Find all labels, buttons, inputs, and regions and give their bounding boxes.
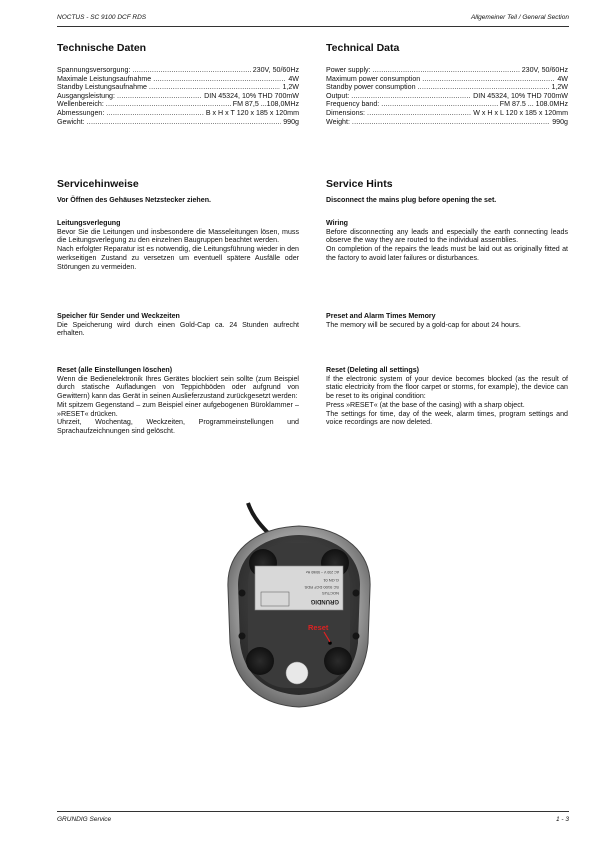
de-reset-p1: Wenn die Bedienelektronik Ihres Gerätes blockiert sein sollte (zum Beispiel durch statische Aufladungen von Teppichböden oder aufgrund von Gewittern) kann das Gerät in seinen Auslieferzustand zurückgesetzt werden:	[57, 374, 299, 401]
spec-value: 990g	[552, 117, 568, 126]
page-header	[57, 14, 569, 27]
en-wiring-section	[326, 219, 568, 263]
spec-value: FM 87,5 ...108,0MHz	[232, 100, 299, 109]
rubber-foot	[246, 647, 274, 675]
en-reset-title: Reset (Deleting all settings)	[326, 366, 420, 374]
footer-brand: GRUNDIG Service	[57, 816, 112, 823]
header-model: NOCTUS - SC 9100 DCF RDS	[57, 14, 147, 21]
screw	[239, 590, 246, 597]
en-reset-p2: Press »RESET« (at the base of the casing) with a sharp object.	[326, 400, 525, 409]
rubber-foot	[324, 647, 352, 675]
de-reset-p3: Uhrzeit, Wochentag, Weckzeiten, Programmeinstellungen und Sprachaufzeichnungen sind gelöscht.	[57, 418, 299, 435]
type-plate	[255, 566, 343, 610]
de-wiring-section	[57, 219, 299, 271]
plate-brand: GRUNDIG	[310, 598, 339, 604]
spec-row	[326, 66, 568, 75]
en-service-warning: Disconnect the mains plug before opening the set.	[326, 196, 497, 204]
plate-line2: SC 9100 DCF RDS	[304, 585, 339, 590]
page-footer	[57, 811, 569, 823]
spec-label: Maximale Leistungsaufnahme	[57, 74, 152, 83]
spec-row	[57, 100, 299, 109]
spec-label: Ausgangsleistung:	[57, 91, 115, 100]
spec-value: 990g	[283, 117, 299, 126]
en-reset-p3: The settings for time, day of the week, alarm times, program settings and voice recordings are now deleted.	[326, 409, 568, 427]
spec-row	[326, 118, 568, 127]
spec-label: Output:	[326, 91, 350, 100]
de-title: Technische Daten	[57, 42, 147, 54]
spec-row	[57, 109, 299, 118]
spec-value: DIN 45324, 10% THD 700mW	[204, 91, 299, 100]
spec-value: 4W	[288, 74, 299, 83]
de-reset-p2: Mit spitzem Gegenstand – zum Beispiel einer aufgebogenen Büroklammer – »RESET« drücken.	[57, 400, 299, 418]
header-section: Allgemeiner Teil / General Section	[470, 14, 569, 21]
en-wiring-title: Wiring	[326, 219, 349, 227]
spec-row	[326, 75, 568, 84]
spec-row	[326, 109, 568, 118]
spec-value: 230V, 50/60Hz	[521, 66, 568, 74]
spec-row	[57, 75, 299, 84]
en-wiring-p2: On completion of the repairs the leads must be laid out as originally fitted at the factory to avoid later failures or disturbances.	[326, 245, 568, 262]
spec-value: FM 87.5 ... 108.0MHz	[499, 100, 568, 109]
spec-value: W x H x L 120 x 185 x 120mm	[473, 108, 568, 117]
spec-row	[326, 92, 568, 101]
screw	[239, 633, 246, 640]
de-reset-title: Reset (alle Einstellungen löschen)	[57, 366, 173, 374]
spec-row	[57, 83, 299, 92]
plate-line3: G.GN 01	[323, 578, 339, 583]
spec-label: Wellenbereich:	[57, 100, 104, 109]
en-spec-list	[326, 66, 568, 126]
de-service-warning: Vor Öffnen des Gehäuses Netzstecker ziehen.	[57, 196, 212, 204]
en-title: Technical Data	[326, 42, 400, 54]
spec-value: B x H x T 120 x 185 x 120mm	[205, 108, 299, 117]
de-wiring-p2: Nach erfolgter Reparatur ist es notwendig, die Leitungsführung wieder in den werkseitigen Zustand zu versetzen um eventuell spätere Ausfälle oder Störungen zu vermeiden.	[57, 245, 299, 271]
screw	[353, 590, 360, 597]
de-wiring-title: Leitungsverlegung	[57, 219, 121, 227]
spec-value: 4W	[557, 74, 568, 83]
de-memory-section	[57, 312, 299, 338]
spec-row	[326, 83, 568, 92]
en-wiring-p1: Before disconnecting any leads and especially the earth connecting leads observe the way they are routed to the individual assemblies.	[326, 227, 568, 245]
plate-line1: NOCTUS	[322, 591, 339, 596]
spec-label: Power supply:	[326, 66, 371, 74]
spec-label: Dimensions:	[326, 108, 366, 117]
screw	[353, 633, 360, 640]
spec-label: Frequency band:	[326, 100, 380, 109]
de-service-title: Servicehinweise	[57, 178, 139, 190]
reset-label: Reset	[308, 623, 329, 632]
spec-row	[57, 66, 299, 75]
spec-value: 1,2W	[551, 83, 568, 92]
spec-label: Spannungsversorgung:	[57, 66, 131, 74]
spec-label: Gewicht:	[57, 117, 85, 126]
de-spec-list	[57, 66, 299, 126]
spec-label: Maximum power consumption	[326, 74, 421, 83]
de-memory-p: Die Speicherung wird durch einen Gold-Cap ca. 24 Stunden aufrecht erhalten.	[57, 320, 299, 338]
en-reset-section	[326, 366, 568, 427]
gold-cap-sticker	[286, 662, 308, 684]
de-reset-section	[57, 366, 299, 436]
spec-value: 230V, 50/60Hz	[252, 66, 299, 74]
de-memory-title: Speicher für Sender und Weckzeiten	[57, 312, 180, 320]
en-memory-section	[326, 312, 568, 329]
spec-row	[326, 100, 568, 109]
en-reset-p1: If the electronic system of your device becomes blocked (as the result of static electricity from the floor carpet or storms, for example), the device can be reset to its original condition:	[326, 374, 568, 401]
en-memory-p: The memory will be secured by a gold-cap for about 24 hours.	[326, 320, 521, 329]
spec-label: Standby power consumption	[326, 83, 416, 92]
page-number: 1 - 3	[555, 816, 569, 823]
device-underside-photo	[208, 493, 390, 721]
spec-label: Standby Leistungsaufnahme	[57, 83, 147, 92]
spec-value: DIN 45324, 10% THD 700mW	[473, 91, 568, 100]
en-service-title: Service Hints	[326, 178, 393, 190]
de-wiring-p1: Bevor Sie die Leitungen und insbesondere die Masseleitungen lösen, muss die Leitungsverlegung zu den einzelnen Baugruppen beachtet werden.	[57, 227, 299, 245]
spec-label: Weight:	[326, 117, 350, 126]
spec-label: Abmessungen:	[57, 108, 105, 117]
spec-row	[57, 92, 299, 101]
plate-line4: AC 230 V ~ 50/60 Hz	[306, 570, 339, 574]
spec-value: 1,2W	[282, 83, 299, 92]
spec-row	[57, 118, 299, 127]
en-memory-title: Preset and Alarm Times Memory	[326, 312, 436, 320]
